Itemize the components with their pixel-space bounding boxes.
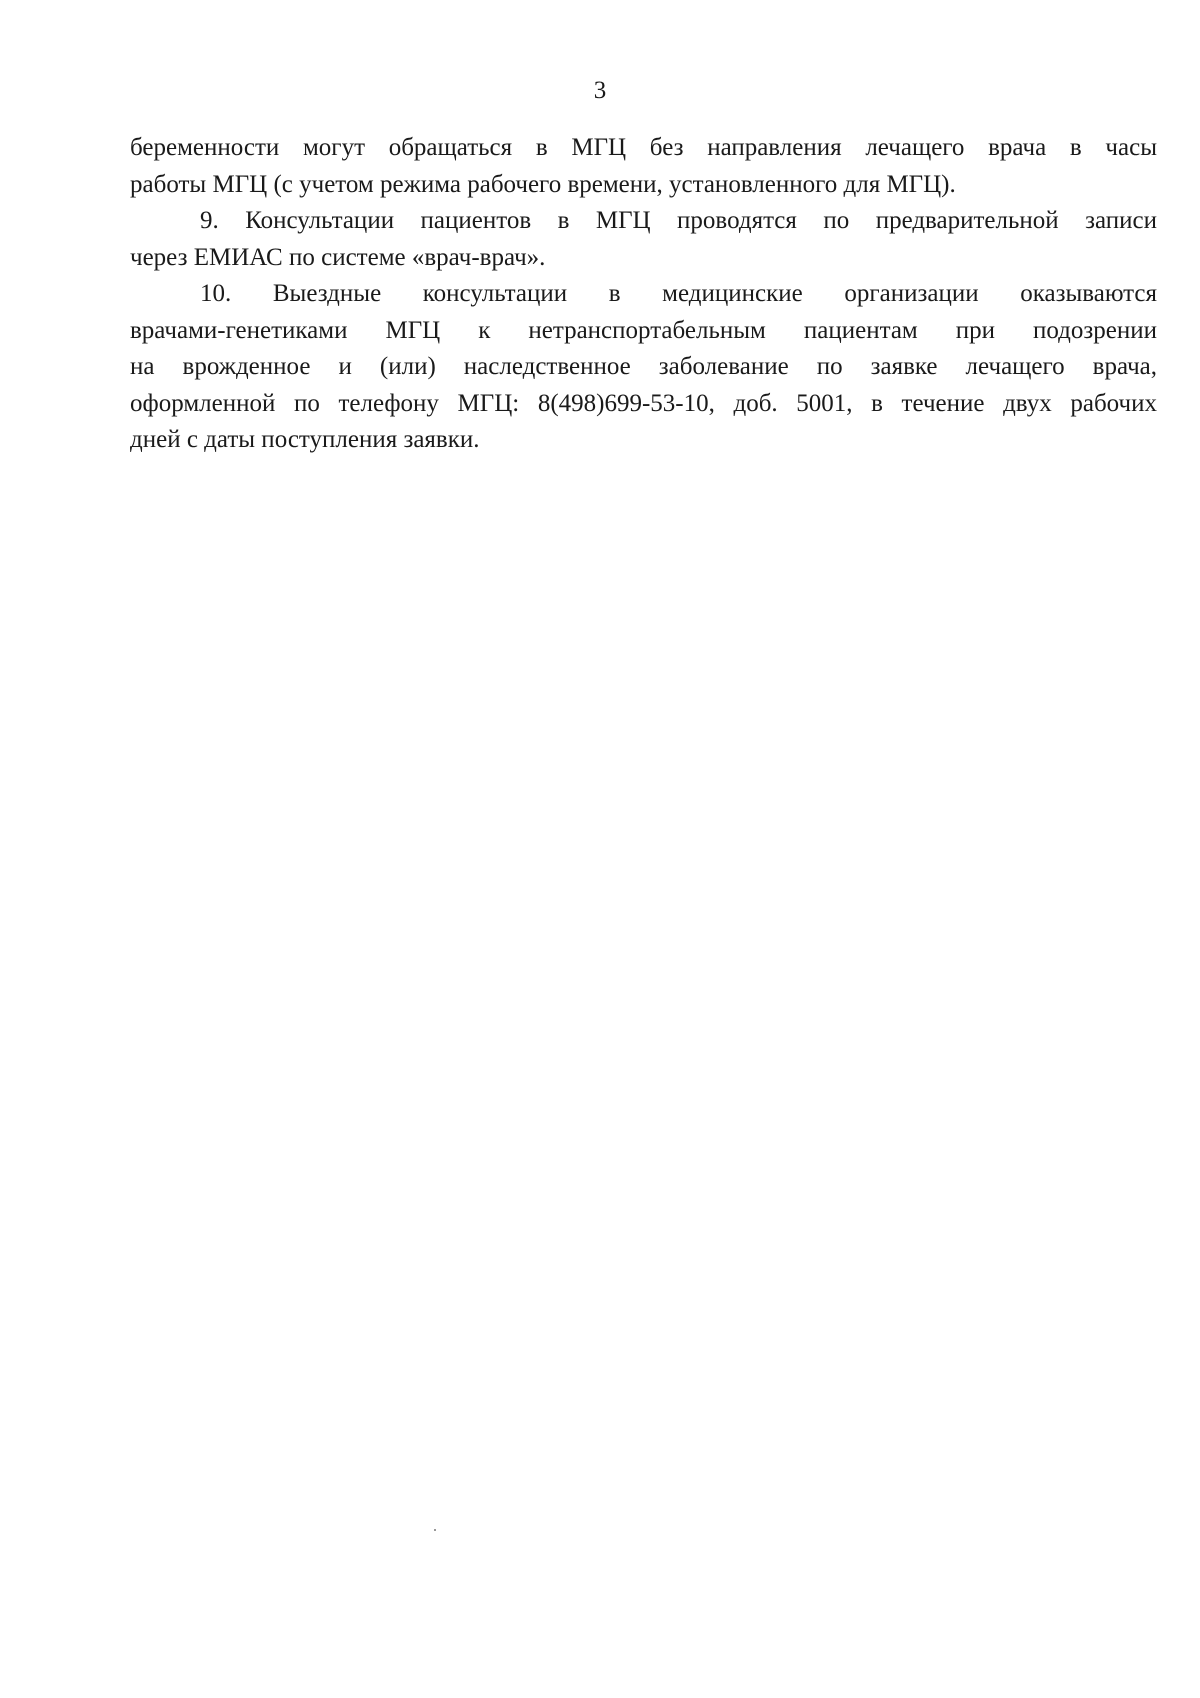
text-line: дней с даты поступления заявки. (130, 426, 480, 453)
text-line: работы МГЦ (с учетом режима рабочего времени, установленного для МГЦ). (130, 170, 956, 198)
document-body (130, 130, 1157, 459)
text-line: 9. Консультации пациентов в МГЦ проводятся по предварительной записи (200, 207, 1157, 234)
paragraph-1 (130, 130, 1157, 203)
text-line: через ЕМИАС по системе «врач-врач». (130, 243, 546, 271)
scan-speck (434, 1529, 436, 1531)
paragraph-3 (130, 276, 1157, 459)
text-line: беременности могут обращаться в МГЦ без направления лечащего врача в часы (130, 134, 1157, 161)
text-line: врачами-генетиками МГЦ к нетранспортабельным пациентам при подозрении (130, 316, 1157, 344)
paragraph-2 (130, 203, 1157, 276)
text-line: оформленной по телефону МГЦ: 8(498)699-53-10, доб. 5001, в течение двух рабочих (130, 389, 1157, 417)
page-number: 3 (593, 77, 607, 104)
text-line: 10. Выездные консультации в медицинские организации оказываются (200, 280, 1157, 307)
text-line: на врожденное и (или) наследственное заболевание по заявке лечащего врача, (130, 353, 1157, 380)
